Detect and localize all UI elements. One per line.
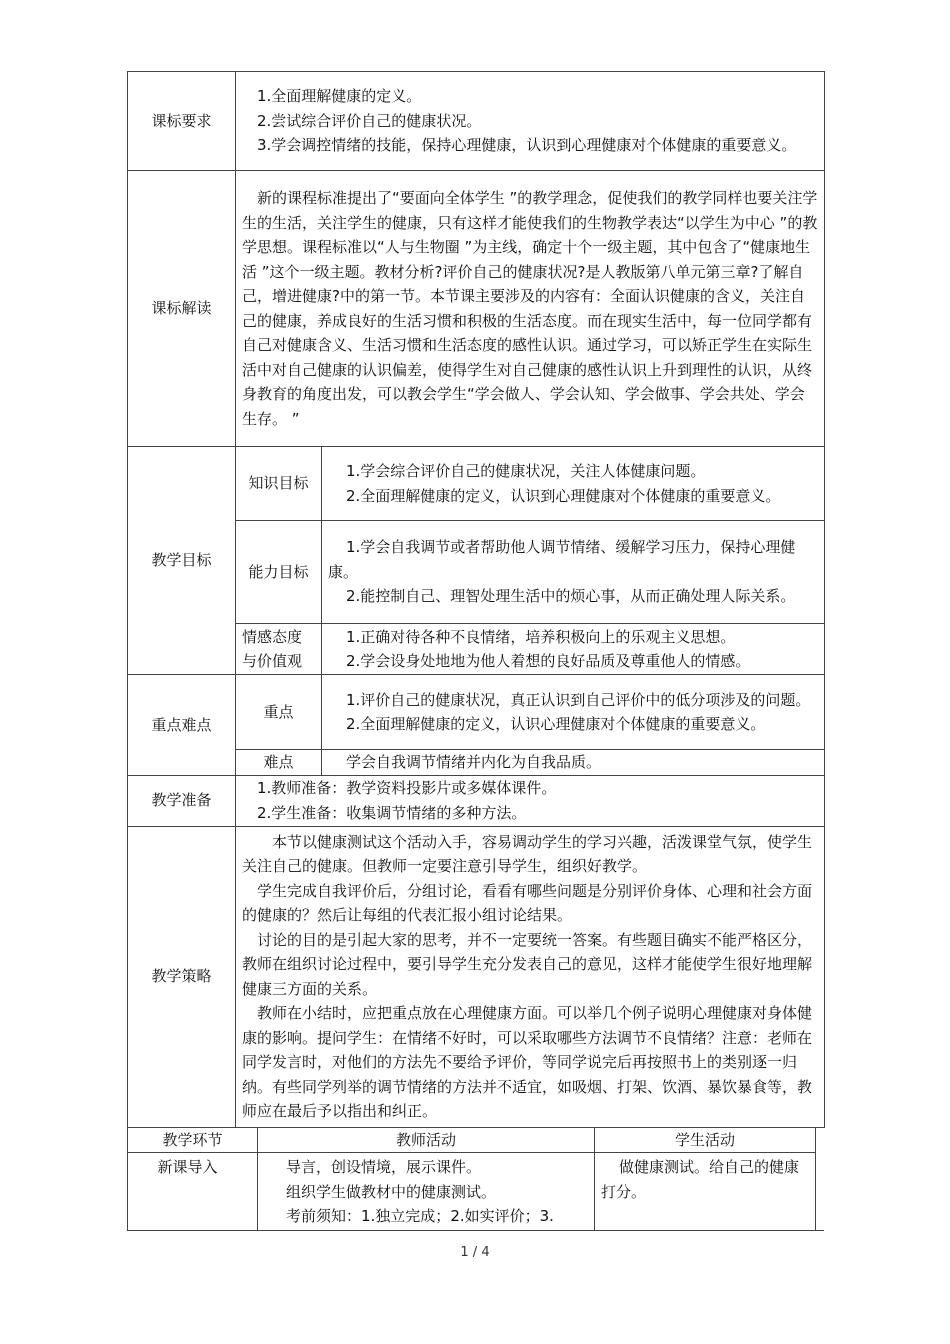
syllabus-row bbox=[128, 72, 825, 171]
header-stage: 教学环节 bbox=[128, 1128, 258, 1153]
difficulty-label: 难点 bbox=[236, 750, 322, 776]
focus-content bbox=[322, 675, 825, 750]
ability-label: 能力目标 bbox=[236, 521, 322, 624]
teacher-cell bbox=[258, 1153, 595, 1232]
knowledge-content bbox=[322, 447, 825, 521]
ability-item: 1.学会自我调节或者帮助他人调节情绪、缓解学习压力，保持心理健康。 bbox=[328, 538, 796, 581]
key-focus-row bbox=[128, 675, 825, 750]
emotion-label bbox=[236, 624, 322, 675]
lesson-plan-sheet bbox=[127, 71, 824, 1231]
strategy-paragraph: 本节以健康测试这个活动入手，容易调动学生的学习兴趣，活泼课堂气氛，使学生关注自己的健康。但教师一定要注意引导学生，组织好教学。 bbox=[242, 832, 813, 875]
stage-cell: 新课导入 bbox=[128, 1153, 258, 1232]
emotion-content bbox=[322, 624, 825, 675]
difficulty-text: 学会自我调节情绪并内化为自我品质。 bbox=[346, 753, 602, 771]
strategy-content bbox=[236, 826, 825, 1127]
focus-item: 1.评价自己的健康状况，真正认识到自己评价中的低分项涉及的问题。 bbox=[346, 690, 811, 709]
focus-item: 2.全面理解健康的定义，认识心理健康对个体健康的重要意义。 bbox=[346, 715, 766, 733]
strategy-label: 教学策略 bbox=[128, 826, 236, 1127]
difficulty-content bbox=[322, 750, 825, 776]
preparation-content bbox=[236, 775, 825, 826]
ability-item: 2.能控制自己、理智处理生活中的烦心事，从而正确处理人际关系。 bbox=[346, 587, 796, 606]
teacher-line: 导言，创设情境，展示课件。 bbox=[286, 1158, 482, 1176]
syllabus-item: 2.尝试综合评价自己的健康状况。 bbox=[257, 111, 482, 130]
page-number: 1 / 4 bbox=[460, 1245, 490, 1260]
objectives-knowledge-row bbox=[128, 447, 825, 521]
syllabus-label: 课标要求 bbox=[128, 72, 236, 171]
strategy-paragraph: 学生完成自我评价后，分组讨论，看看有哪些问题是分别评价身体、心理和社会方面的健康的？然后让每组的代表汇报小组讨论结果。 bbox=[242, 881, 813, 924]
activities-table bbox=[127, 1128, 816, 1232]
header-student: 学生活动 bbox=[595, 1128, 816, 1153]
interpretation-text: 新的课程标准提出了“要面向全体学生 ”的教学理念，促使我们的教学同样也要关注学生的生活，关注学生的健康，只有这样才能使我们的生物教学表达“以学生为中心 ”的教学思想。课程标准以“人与生物圈 ”为主线，确定十个一级主题，其中包含了“健康地生活 ”这个一级主题。教材分析?评价自己的健康状况?是人教版第八单元第三章?了解自己，增进健康?中的第一节。本节课主要涉及的内容有：全面认识健康的含义，关注自己的健康，养成良好的生活习惯和积极的生活态度。而在现实生活中，每一位同学都有自己对健康含义、生活习惯和生活态度的感性认识。通过学习，可以矫正学生在实际生活中对自己健康的认识偏差，使得学生对自己健康的感性认识上升到理性的认识，从终身教育的角度出发，可以教会学生“学会做人、学会认知、学会做事、学会共处、学会生存。 ” bbox=[242, 189, 818, 428]
syllabus-item: 1.全面理解健康的定义。 bbox=[257, 87, 422, 106]
preparation-row bbox=[128, 775, 825, 826]
interpretation-label: 课标解读 bbox=[128, 171, 236, 447]
syllabus-content bbox=[236, 72, 825, 171]
ability-content bbox=[322, 521, 825, 624]
preparation-item: 1.教师准备：教学资料投影片或多媒体课件。 bbox=[257, 779, 557, 797]
student-cell bbox=[595, 1153, 816, 1232]
bottom-rule bbox=[127, 1230, 824, 1231]
teacher-line: 考前须知：1.独立完成；2.如实评价；3. bbox=[286, 1207, 554, 1225]
teacher-line: 组织学生做教材中的健康测试。 bbox=[286, 1182, 497, 1201]
activities-header-row bbox=[128, 1128, 816, 1153]
interpretation-row bbox=[128, 171, 825, 447]
knowledge-label: 知识目标 bbox=[236, 447, 322, 521]
activities-row bbox=[128, 1153, 816, 1232]
header-teacher: 教师活动 bbox=[258, 1128, 595, 1153]
emotion-item: 1.正确对待各种不良情绪，培养积极向上的乐观主义思想。 bbox=[346, 627, 736, 646]
emotion-label-line: 与价值观 bbox=[242, 652, 303, 670]
objectives-label: 教学目标 bbox=[128, 447, 236, 675]
lesson-plan-table bbox=[127, 71, 825, 1128]
interpretation-content bbox=[236, 171, 825, 447]
focus-label: 重点 bbox=[236, 675, 322, 750]
knowledge-item: 1.学会综合评价自己的健康状况，关注人体健康问题。 bbox=[346, 462, 706, 480]
knowledge-item: 2.全面理解健康的定义，认识到心理健康对个体健康的重要意义。 bbox=[346, 486, 781, 505]
emotion-item: 2.学会设身处地地为他人着想的良好品质及尊重他人的情感。 bbox=[346, 652, 751, 670]
strategy-paragraph: 讨论的目的是引起大家的思考，并不一定要统一答案。有些题目确实不能严格区分，教师在组织讨论过程中，要引导学生充分发表自己的意见，这样才能使学生很好地理解健康三方面的关系。 bbox=[242, 930, 813, 998]
key-points-label: 重点难点 bbox=[128, 675, 236, 776]
syllabus-item: 3.学会调控情绪的技能，保持心理健康，认识到心理健康对个体健康的重要意义。 bbox=[257, 136, 797, 155]
emotion-label-line: 情感态度 bbox=[242, 627, 303, 646]
student-text: 做健康测试。给自己的健康打分。 bbox=[601, 1158, 800, 1201]
strategy-row bbox=[128, 826, 825, 1127]
preparation-item: 2.学生准备：收集调节情绪的多种方法。 bbox=[257, 803, 527, 822]
preparation-label: 教学准备 bbox=[128, 775, 236, 826]
strategy-paragraph: 教师在小结时，应把重点放在心理健康方面。可以举几个例子说明心理健康对身体健康的影响。提问学生：在情绪不好时，可以采取哪些方法调节不良情绪？注意：老师在同学发言时，对他们的方法先不要给予评价，等同学说完后再按照书上的类别逐一归纳。有些同学列举的调节情绪的方法并不适宜，如吸烟、打架、饮酒、暴饮暴食等，教师应在最后予以指出和纠正。 bbox=[242, 1004, 813, 1120]
